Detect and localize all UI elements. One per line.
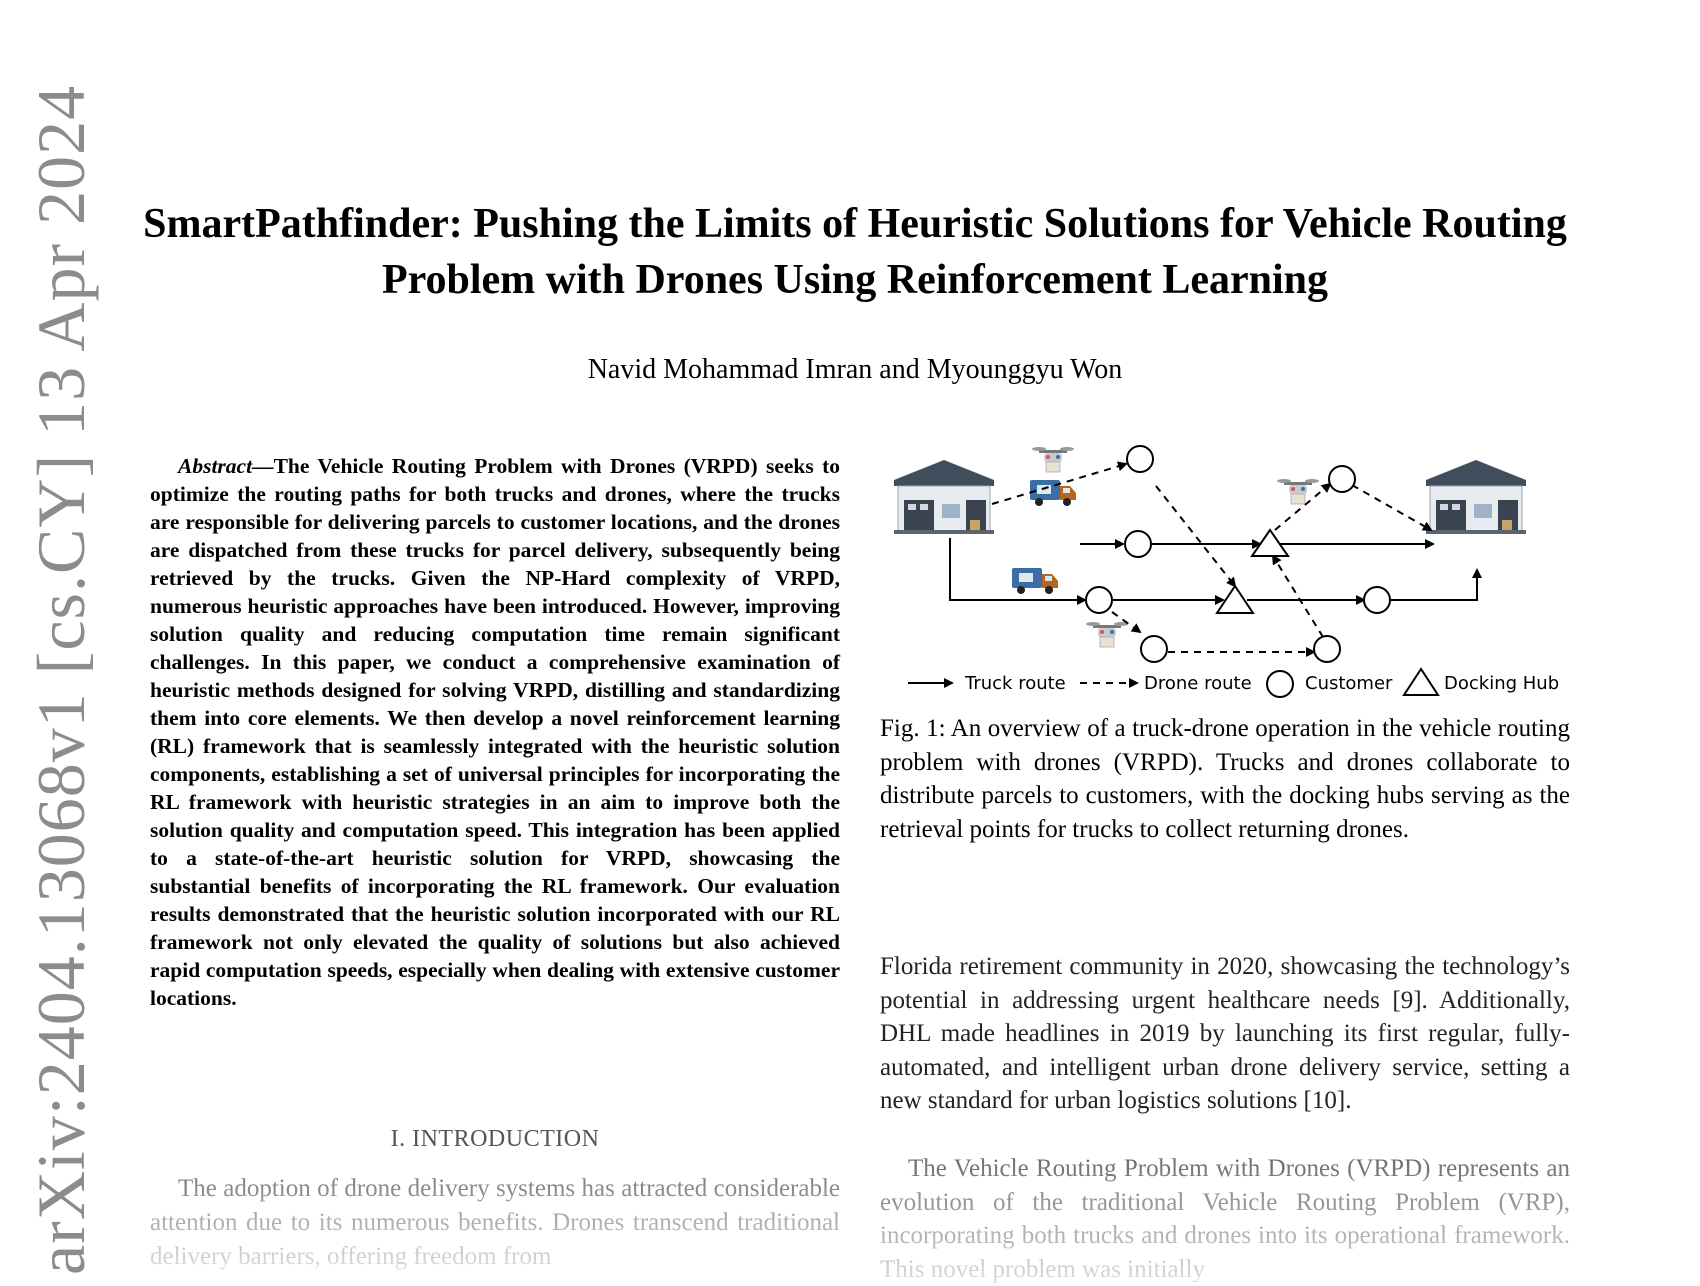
- warehouse-icon-right: [1426, 460, 1526, 534]
- legend-customer: Customer: [1305, 673, 1393, 694]
- warehouse-icon-left: [894, 460, 994, 534]
- legend-drone-route: Drone route: [1144, 673, 1252, 694]
- abstract-lead: Abstract—: [178, 454, 274, 478]
- legend-truck-route: Truck route: [965, 673, 1066, 694]
- legend-docking-hub: Docking Hub: [1444, 673, 1560, 694]
- body-paragraph-1: Florida retirement community in 2020, showcasing the technology’s potential in addressing urgent healthcare needs [9]. Additionally, DHL made headlines in 2019 by launching its first regular, fully-automated, and intelligent urban drone delivery service, setting a new standard for urban logistics solutions [10].: [880, 953, 1570, 1114]
- abstract: [150, 452, 840, 1012]
- arxiv-identifier: arXiv:2404.13068v1 [cs.CY] 13 Apr 2024: [23, 84, 99, 1275]
- truck-icon-bottom: [1012, 568, 1058, 594]
- customer-nodes: [1086, 446, 1390, 662]
- paper-authors: Navid Mohammad Imran and Myounggyu Won: [587, 354, 1123, 385]
- truck-icon-top: [1030, 480, 1076, 506]
- figure-truck-drone-overview: [880, 430, 1560, 710]
- figure-legend: [908, 669, 1559, 697]
- paper-title: SmartPathfinder: Pushing the Limits of Heuristic Solutions for Vehicle Routing Problem with Drones Using Reinforcement Learning: [143, 201, 1567, 303]
- drone-icon-2: [1277, 479, 1319, 504]
- section-heading-introduction: I. INTRODUCTION: [390, 1126, 600, 1152]
- intro-paragraph: The adoption of drone delivery systems has attracted considerable attention due to its numerous benefits. Drones transcend traditional delivery barriers, offering freedom from: [150, 1172, 840, 1274]
- figure-caption: Fig. 1: An overview of a truck-drone operation in the vehicle routing problem with drones (VRPD). Trucks and drones collaborate to distribute parcels to customers, with the docking hubs serving as the retrieval points for trucks to collect returning drones.: [880, 715, 1570, 843]
- drone-icon-3: [1086, 622, 1128, 647]
- abstract-body: The Vehicle Routing Problem with Drones (VRPD) seeks to optimize the routing paths for both trucks and drones, where the trucks are responsible for delivering parcels to customer locations, and the drones are dispatched from these trucks for parcel delivery, subsequently being retrieved by the trucks. Given the NP-Hard complexity of VRPD, numerous heuristic approaches have been introduced. However, improving solution quality and reducing computation time remain significant challenges. In this paper, we conduct a comprehensive examination of heuristic methods designed for solving VRPD, distilling and standardizing them into core elements. We then develop a novel reinforcement learning (RL) framework that is seamlessly integrated with the heuristic solution components, establishing a set of universal principles for incorporating the RL framework with heuristic strategies in an aim to improve both the solution quality and computation speed. This integration has been applied to a state-of-the-art heuristic solution for VRPD, showcasing the substantial benefits of incorporating the RL framework. Our evaluation results demonstrated that the heuristic solution incorporated with our RL framework not only elevated the quality of solutions but also achieved rapid computation speeds, especially when dealing with extensive customer locations.: [150, 454, 840, 1010]
- drone-icon-1: [1032, 447, 1074, 472]
- body-paragraph-2: The Vehicle Routing Problem with Drones (VRPD) represents an evolution of the traditional Vehicle Routing Problem (VRP), incorporating both trucks and drones into its operational framework. This novel problem was initially: [880, 1152, 1570, 1286]
